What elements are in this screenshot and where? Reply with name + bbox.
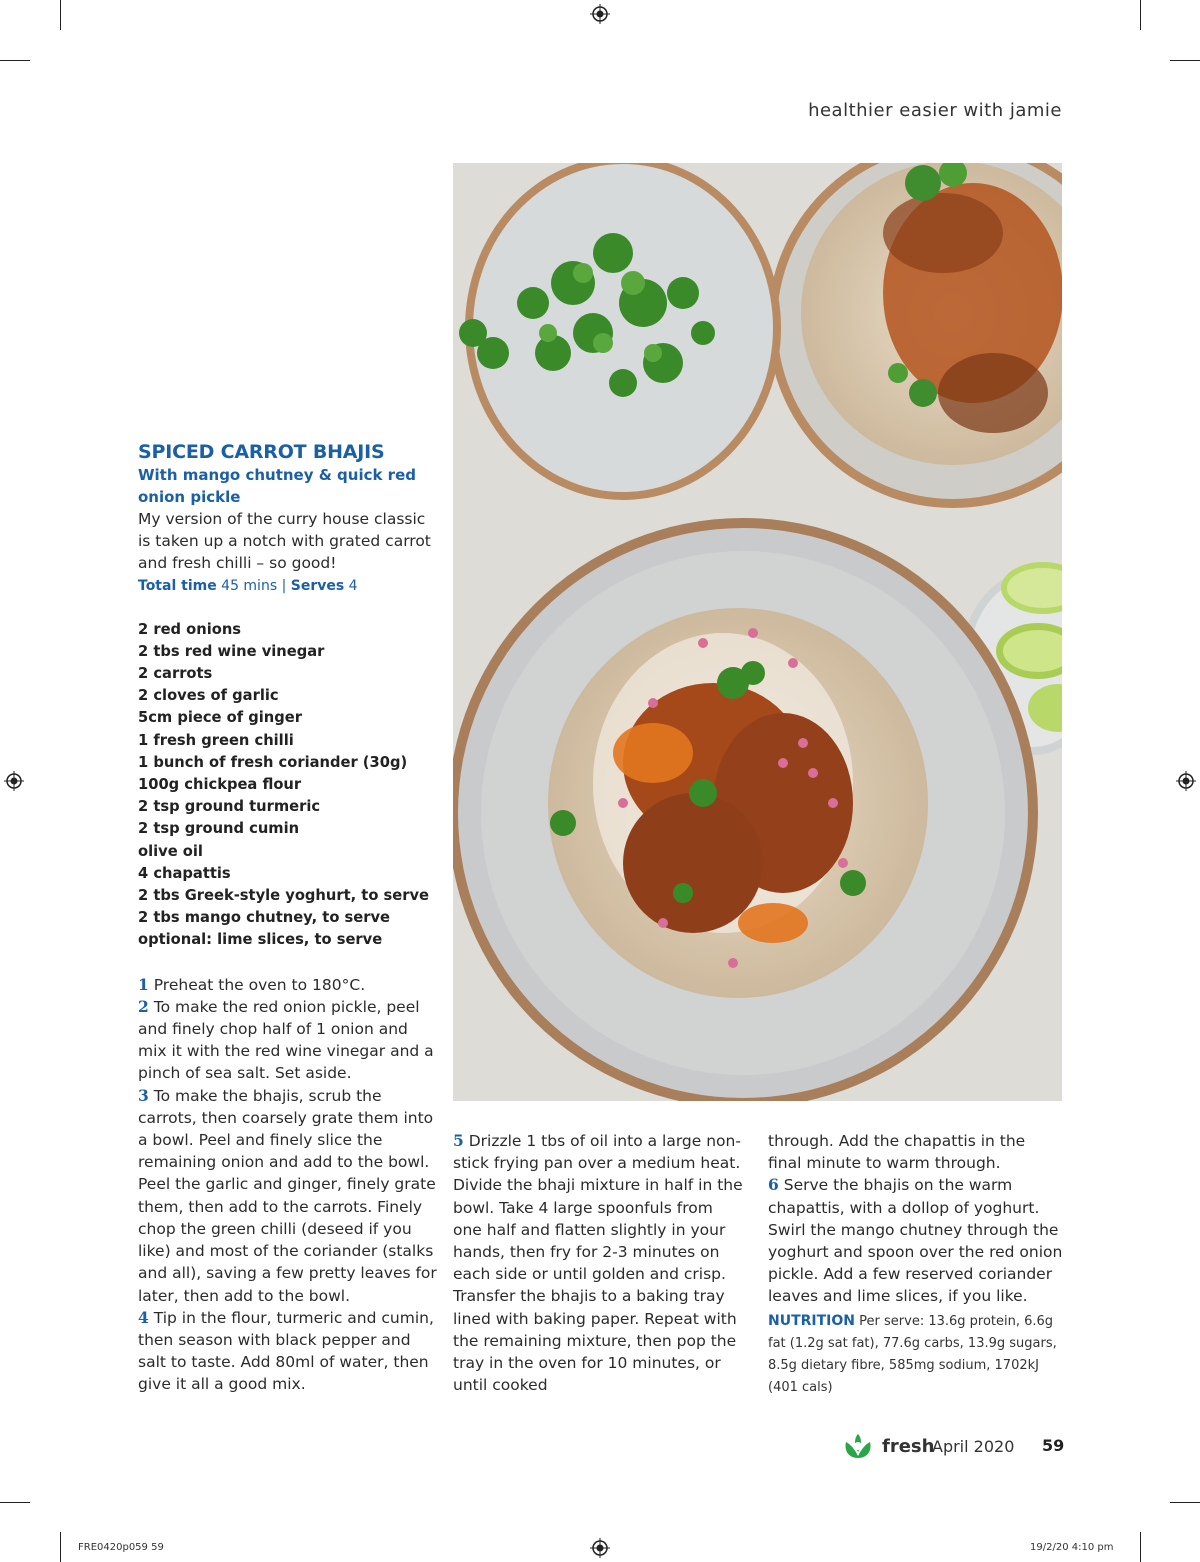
step-text: To make the red onion pickle, peel and finely chop half of 1 onion and mix it with the red wine vinegar and a pinch of sea salt. Set aside. <box>138 997 434 1083</box>
recipe-subtitle: With mango chutney & quick red onion pickle <box>138 466 416 506</box>
ingredient-item: 2 cloves of garlic <box>138 687 279 705</box>
woolworths-logo-icon <box>842 1432 874 1460</box>
step-number: 4 <box>138 1307 149 1327</box>
ingredient-item: olive oil <box>138 842 203 860</box>
step-number: 2 <box>138 996 149 1016</box>
step-number: 6 <box>768 1175 779 1195</box>
ingredient-item: 2 tsp ground cumin <box>138 820 300 838</box>
meta-separator: | <box>281 577 287 594</box>
footer-brand: fresh <box>882 1436 935 1457</box>
nutrition-label: NUTRITION <box>768 1312 856 1329</box>
method-step <box>138 974 438 996</box>
ingredient-item: 2 tsp ground turmeric <box>138 798 321 816</box>
ingredient-item: 5cm piece of ginger <box>138 709 302 727</box>
recipe-left-column <box>138 440 438 1396</box>
crop-mark <box>1170 60 1200 61</box>
time-label: Total time <box>138 577 217 594</box>
nutrition-text: Per serve: 13.6g protein, 6.6g fat (1.2g sat fat), 77.6g carbs, 13.9g sugars, 8.5g dietary fibre, 585mg sodium, 1702kJ (401 cals) <box>768 1313 1057 1395</box>
crop-mark <box>60 1532 61 1562</box>
crop-mark <box>0 1502 30 1503</box>
crop-mark <box>0 60 30 61</box>
method-step <box>138 996 438 1085</box>
ingredient-item: 100g chickpea flour <box>138 776 302 794</box>
page-number: 59 <box>1042 1436 1065 1455</box>
registration-mark-icon <box>1176 771 1196 791</box>
crop-mark <box>1140 1532 1141 1562</box>
ingredient-list <box>138 619 438 952</box>
step-number: 3 <box>138 1085 149 1105</box>
registration-mark-icon <box>590 4 610 24</box>
ingredient-item: 2 carrots <box>138 665 213 683</box>
step-text: Tip in the flour, turmeric and cumin, then season with black pepper and salt to taste. Add 80ml of water, then give it all a good mix. <box>138 1308 434 1394</box>
recipe-title: SPICED CARROT BHAJIS <box>138 441 385 463</box>
print-slug-right: 19/2/20 4:10 pm <box>1030 1542 1114 1553</box>
ingredient-item: 2 tbs mango chutney, to serve <box>138 909 391 927</box>
crop-mark <box>1140 0 1141 30</box>
method-step <box>138 1307 438 1396</box>
crop-mark <box>1170 1502 1200 1503</box>
method-step-continued: through. Add the chapattis in the final minute to warm through. <box>768 1132 1026 1173</box>
ingredient-item: 1 bunch of fresh coriander (30g) <box>138 753 408 771</box>
serves-label: Serves <box>290 577 345 594</box>
method-step <box>453 1130 743 1396</box>
page-footer <box>840 1432 1065 1462</box>
method-column-2 <box>453 1130 743 1396</box>
ingredient-item: 2 tbs Greek-style yoghurt, to serve <box>138 887 430 905</box>
ingredient-item: 2 tbs red wine vinegar <box>138 642 325 660</box>
step-text: To make the bhajis, scrub the carrots, then coarsely grate them into a bowl. Peel and finely slice the remaining onion and add to the bowl. Peel the garlic and ginger, finely grate them, then add to the carrots. Finely chop the green chilli (deseed if you like) and most of the coriander (stalks and all), saving a few pretty leaves for later, then add to the bowl. <box>138 1086 437 1305</box>
section-label: healthier easier with jamie <box>808 100 1062 121</box>
method-steps <box>138 974 438 1396</box>
ingredient-item: 2 red onions <box>138 620 242 638</box>
footer-issue: April 2020 <box>932 1437 1015 1456</box>
time-value: 45 mins <box>221 577 278 594</box>
step-number: 5 <box>453 1131 464 1150</box>
recipe-photo <box>453 163 1062 1101</box>
method-step <box>138 1085 438 1307</box>
ingredient-item: 1 fresh green chilli <box>138 731 294 749</box>
ingredient-item: optional: lime slices, to serve <box>138 931 383 949</box>
method-step <box>768 1174 1063 1307</box>
step-text: Drizzle 1 tbs of oil into a large non-stick frying pan over a medium heat. Divide the bhaji mixture in half in the bowl. Take 4 large spoonfuls from one half and flatten slightly in your hands, then fry for 2-3 minutes on each side or until golden and crisp. Transfer the bhajis to a baking tray lined with baking paper. Repeat with the remaining mixture, then pop the tray in the oven for 10 minutes, or until cooked <box>453 1132 743 1395</box>
step-number: 1 <box>138 974 149 994</box>
step-text: Serve the bhajis on the warm chapattis, with a dollop of yoghurt. Swirl the mango chutney through the yoghurt and spoon over the red onion pickle. Add a few reserved coriander leaves and lime slices, if you like. <box>768 1176 1063 1306</box>
recipe-intro: My version of the curry house classic is taken up a notch with grated carrot and fresh chilli – so good! <box>138 510 431 573</box>
serves-value: 4 <box>348 577 358 594</box>
crop-mark <box>60 0 61 30</box>
nutrition-info <box>768 1310 1063 1399</box>
method-column-3 <box>768 1130 1063 1399</box>
registration-mark-icon <box>4 771 24 791</box>
print-slug-left: FRE0420p059 59 <box>78 1542 164 1553</box>
recipe-meta <box>138 575 438 597</box>
registration-mark-icon <box>590 1538 610 1558</box>
step-text: Preheat the oven to 180°C. <box>153 975 366 994</box>
ingredient-item: 4 chapattis <box>138 864 231 882</box>
